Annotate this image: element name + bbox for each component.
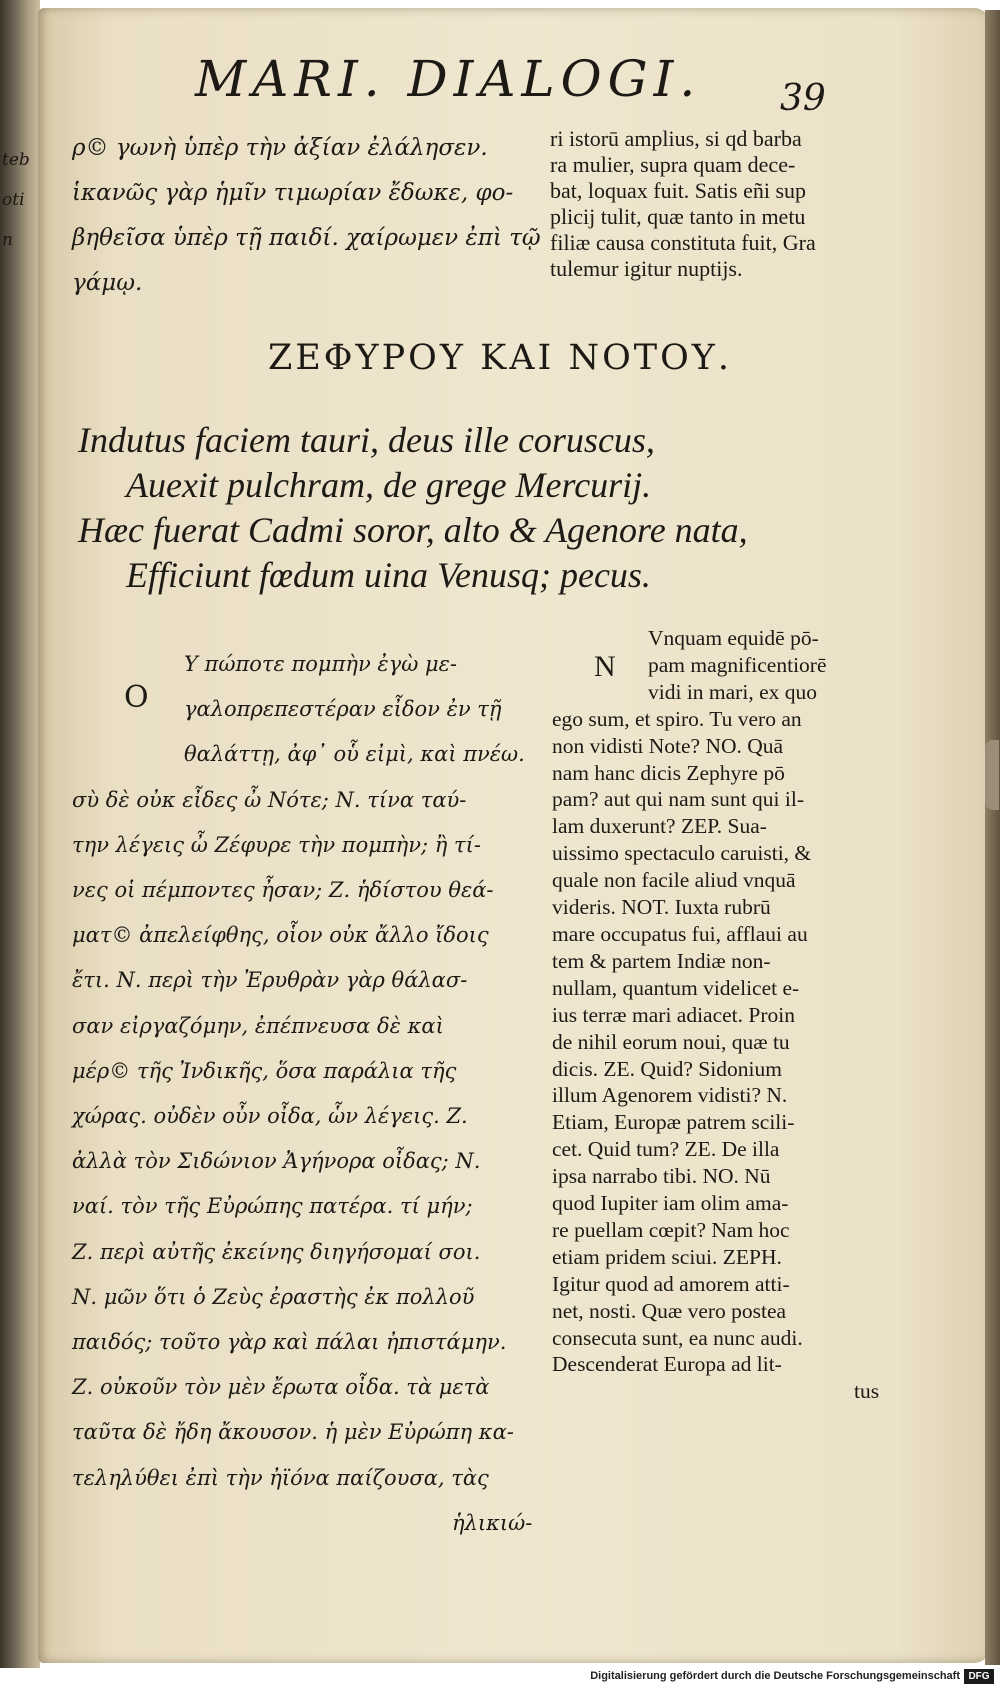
text-line: dicis. ZE. Quid? Sidonium bbox=[552, 1056, 782, 1081]
text-line: ius terræ mari adiacet. Proin bbox=[552, 1002, 795, 1027]
text-line: plicij tulit, quæ tanto in metu bbox=[550, 204, 806, 229]
text-line: consecuta sunt, ea nunc audi. bbox=[552, 1325, 803, 1350]
text-line: Ζ. οὐκοῦν τὸν μὲν ἔρωτα οἶδα. τὰ μετὰ bbox=[72, 1375, 490, 1400]
text-line: net, nosti. Quæ vero postea bbox=[552, 1298, 787, 1323]
text-line: ναί. τὸν τῆς Εὐρώπης πατέρα. τί μήν; bbox=[72, 1194, 473, 1219]
verse-line: Indutus faciem tauri, deus ille coruscus, bbox=[78, 420, 655, 460]
text-line: quod Iupiter iam olim ama- bbox=[552, 1191, 789, 1216]
greek-initial-letter: O bbox=[124, 680, 149, 715]
text-line: non vidisti Note? NO. Quā bbox=[552, 733, 784, 758]
page-clip bbox=[985, 740, 999, 810]
greek-text-body bbox=[72, 642, 547, 1546]
text-line: ρ© γωνὴ ὑπὲρ τὴν ἀξίαν ἐλάλησεν. bbox=[72, 135, 488, 161]
text-line: uissimo spectaculo caruisti, & bbox=[552, 841, 812, 866]
text-line: νες οἱ πέμποντες ἦσαν; Ζ. ἡδίστου θεά- bbox=[72, 878, 494, 903]
adjacent-page-edge bbox=[0, 0, 40, 1668]
text-line: την λέγεις ὦ Ζέφυρε τὴν πομπὴν; ἢ τί- bbox=[72, 832, 481, 857]
text-line: lam duxerunt? ZEP. Sua- bbox=[552, 814, 767, 839]
digitization-footer bbox=[0, 1668, 1000, 1687]
text-line: βηθεῖσα ὑπὲρ τῇ παιδί. χαίρωμεν ἐπὶ τῷ bbox=[72, 225, 541, 251]
dialogue-heading: ΖΕΦΥΡΟΥ ΚΑΙ ΝΟΤΟΥ. bbox=[267, 338, 733, 378]
dfg-logo: DFG bbox=[964, 1669, 994, 1684]
latin-text-body bbox=[552, 625, 890, 1405]
text-line: Υ πώποτε πομπὴν ἐγὼ με- bbox=[184, 652, 458, 676]
verse-line: Auexit pulchram, de grege Mercurij. bbox=[126, 465, 652, 505]
text-line: quale non facile aliud vnquā bbox=[552, 868, 796, 893]
text-line: Ν. μῶν ὅτι ὁ Ζεὺς ἐραστὴς ἐκ πολλοῦ bbox=[72, 1284, 475, 1309]
text-line: tem & partem Indiæ non- bbox=[552, 948, 771, 973]
text-line: etiam pridem sciui. ZEPH. bbox=[552, 1244, 782, 1269]
text-line: τεληλύθει ἐπὶ τὴν ἠϊόνα παίζουσα, τὰς bbox=[72, 1465, 489, 1490]
text-line: tulemur igitur nuptijs. bbox=[550, 256, 743, 281]
text-line: nam hanc dicis Zephyre pō bbox=[552, 760, 785, 785]
text-line: ἀλλὰ τὸν Σιδώνιον Ἀγήνορα οἶδας; Ν. bbox=[72, 1149, 481, 1174]
text-line: Ζ. περὶ αὐτῆς ἐκείνης διηγήσομαί σοι. bbox=[72, 1239, 481, 1264]
text-line: Etiam, Europæ patrem scili- bbox=[552, 1110, 795, 1135]
text-line: θαλάττῃ, ἀφ᾽ οὗ εἰμὶ, καὶ πνέω. bbox=[184, 742, 525, 767]
text-line: cet. Quid tum? ZE. De illa bbox=[552, 1137, 780, 1162]
text-line: videris. NOT. Iuxta rubrū bbox=[552, 895, 771, 920]
text-line: de nihil eorum noui, quæ tu bbox=[552, 1029, 790, 1054]
text-line: παιδός; τοῦτο γὰρ καὶ πάλαι ἠπιστάμην. bbox=[72, 1330, 507, 1355]
catchword: tus bbox=[854, 1379, 880, 1404]
page-fore-edge bbox=[985, 10, 1000, 1665]
text-line: ματ© ἀπελείφθης, οἷον οὐκ ἄλλο ἴδοις bbox=[72, 923, 489, 948]
verse-line: Efficiunt fœdum uina Venusq; pecus. bbox=[126, 555, 651, 595]
text-line: ταῦτα δὲ ἤδη ἄκουσον. ἡ μὲν Εὐρώπη κα- bbox=[72, 1420, 514, 1445]
text-line: ἔτι. Ν. περὶ τὴν Ἐρυθρὰν γὰρ θάλασ- bbox=[72, 968, 468, 993]
text-line: χώρας. οὐδὲν οὖν οἶδα, ὧν λέγεις. Ζ. bbox=[72, 1104, 468, 1129]
text-line: filiæ causa constituta fuit, Gra bbox=[550, 230, 816, 255]
page-number: 39 bbox=[780, 78, 826, 119]
latin-initial-letter: N bbox=[594, 650, 616, 683]
text-line: pam magnificentiorē bbox=[648, 652, 827, 677]
text-line: re puellam cœpit? Nam hoc bbox=[552, 1217, 790, 1242]
text-line: ἱκανῶς γὰρ ἡμῖν τιμωρίαν ἔδωκε, φο- bbox=[72, 180, 514, 206]
latin-text-top bbox=[550, 126, 890, 282]
text-line: γαλοπρεπεστέραν εἶδον ἐν τῇ bbox=[184, 697, 502, 722]
running-head: MARI. DIALOGI. bbox=[195, 50, 702, 108]
text-line: Descenderat Europa ad lit- bbox=[552, 1352, 782, 1377]
text-line: illum Agenorem vidisti? N. bbox=[552, 1083, 788, 1108]
text-line: μέρ© τῆς Ἰνδικῆς, ὅσα παράλια τῆς bbox=[72, 1058, 457, 1083]
text-line: mare occupatus fui, afflaui au bbox=[552, 921, 808, 946]
text-line: vidi in mari, ex quo bbox=[648, 679, 817, 704]
text-line: pam? aut qui nam sunt qui il- bbox=[552, 787, 804, 812]
text-line: ipsa narrabo tibi. NO. Nū bbox=[552, 1164, 771, 1189]
text-line: nullam, quantum videlicet e- bbox=[552, 975, 800, 1000]
text-line: σὺ δὲ οὐκ εἶδες ὦ Νότε; Ν. τίνα ταύ- bbox=[72, 787, 467, 812]
text-line: ri istorū amplius, si qd barba bbox=[550, 126, 802, 151]
text-line: Vnquam equidē pō- bbox=[648, 626, 819, 650]
text-line: ra mulier, supra quam dece- bbox=[550, 152, 796, 177]
text-line: σαν εἰργαζόμην, ἐπέπνευσα δὲ καὶ bbox=[72, 1013, 444, 1038]
greek-text-top bbox=[72, 126, 542, 306]
text-line: bat, loquax fuit. Satis eñi sup bbox=[550, 178, 807, 203]
catchword: ἡλικιώ- bbox=[452, 1510, 533, 1535]
text-line: ego sum, et spiro. Tu vero an bbox=[552, 706, 802, 731]
text-line: Igitur quod ad amorem atti- bbox=[552, 1271, 790, 1296]
text-line: γάμῳ. bbox=[72, 270, 143, 296]
funding-credit: Digitalisierung gefördert durch die Deutsche Forschungsgemeinschaft bbox=[590, 1670, 960, 1682]
verse-line: Hæc fuerat Cadmi soror, alto & Agenore nata, bbox=[78, 510, 748, 550]
latin-epigram bbox=[78, 418, 958, 598]
adjacent-page-letters: tebotin bbox=[2, 150, 30, 250]
